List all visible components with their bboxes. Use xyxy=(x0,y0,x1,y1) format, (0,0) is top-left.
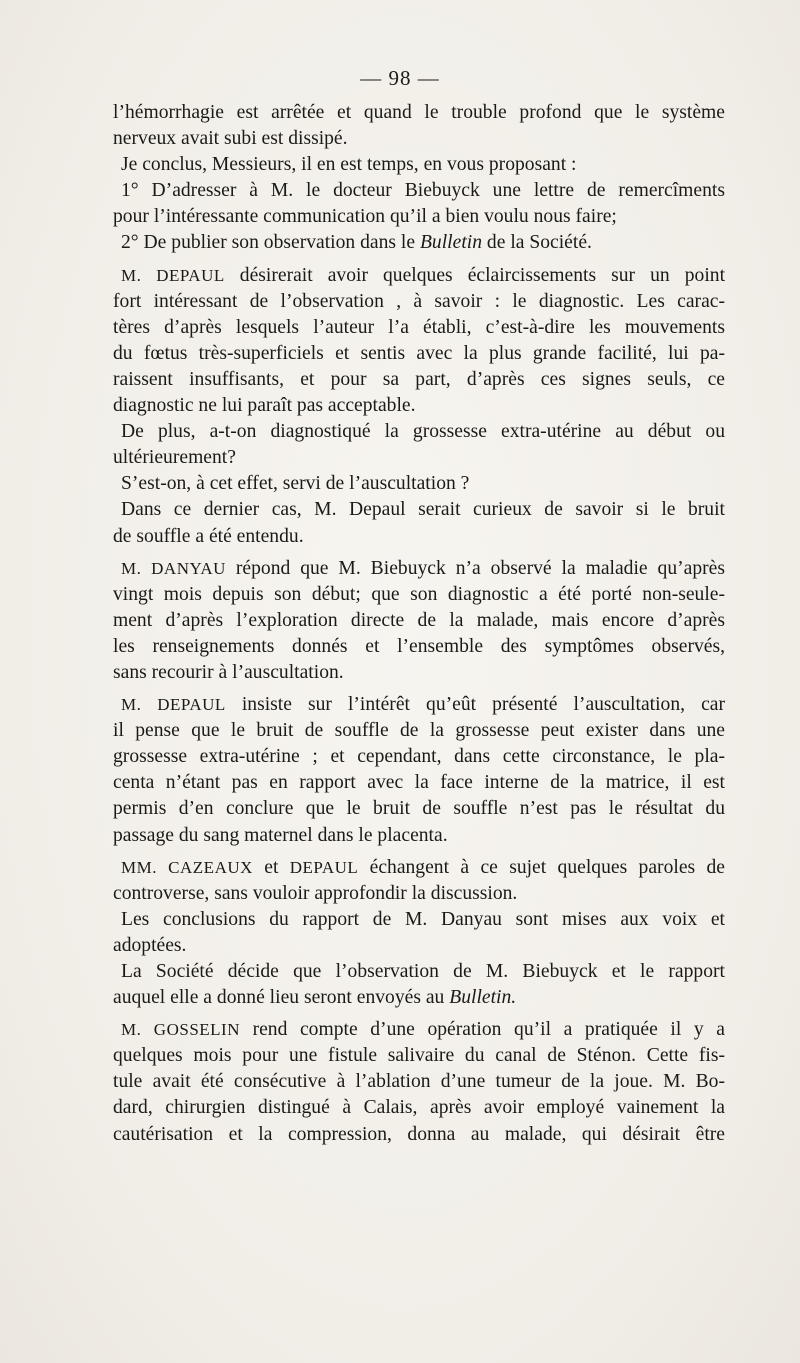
text-line: vingt mois depuis son début; que son diagnostic a été porté non-seule- xyxy=(113,583,725,605)
text-line: quelques mois pour une fistule salivaire du canal de Sténon. Cette fis- xyxy=(113,1045,725,1067)
text-line: raissent insuffisants, et pour sa part, d’après ces signes seuls, ce xyxy=(113,368,725,390)
text-line: dard, chirurgien distingué à Calais, après avoir employé vainement la xyxy=(113,1097,725,1119)
text-line: diagnostic ne lui paraît pas acceptable. xyxy=(113,395,416,417)
text-line: sans recourir à l’auscultation. xyxy=(113,661,344,683)
bulletin-title: Bulletin. xyxy=(449,987,517,1009)
text-line: nerveux avait subi est dissipé. xyxy=(113,128,348,150)
speaker-name: M. DANYAU xyxy=(121,558,226,578)
text-line: M. DEPAUL désirerait avoir quelques éclaircissements sur un point xyxy=(121,264,726,286)
speaker-name: M. DEPAUL xyxy=(121,265,225,285)
text-line: les renseignements donnés et l’ensemble des symptômes observés, xyxy=(113,635,725,657)
text-line: grossesse extra-utérine ; et cependant, dans cette circonstance, le pla- xyxy=(113,746,725,768)
speaker-name: DEPAUL xyxy=(289,857,359,877)
text-line: S’est-on, à cet effet, servi de l’auscultation ? xyxy=(121,473,470,495)
text-line: MM. CAZEAUX et DEPAUL échangent à ce sujet quelques paroles de xyxy=(121,856,725,878)
text-line: La Société décide que l’observation de M. Biebuyck et le rapport xyxy=(121,961,725,982)
bulletin-title: Bulletin xyxy=(419,232,483,254)
text-line: passage du sang maternel dans le placenta. xyxy=(113,824,448,846)
body-text xyxy=(113,100,725,1148)
text-line: de souffle a été entendu. xyxy=(113,525,304,547)
text-line: permis d’en conclure que le bruit de souffle n’est pas le résultat du xyxy=(113,798,725,820)
speaker-name: MM. CAZEAUX xyxy=(121,857,253,877)
text-line: fort intéressant de l’observation , à savoir : le diagnostic. Les carac- xyxy=(113,290,725,312)
text-line: ment d’après l’exploration directe de la malade, mais encore d’après xyxy=(113,609,725,631)
text-line: Dans ce dernier cas, M. Depaul serait curieux de savoir si le bruit xyxy=(121,499,725,521)
text-line: Je conclus, Messieurs, il en est temps, en vous proposant : xyxy=(121,154,577,176)
text-line: Les conclusions du rapport de M. Danyau sont mises aux voix et xyxy=(121,908,725,930)
text-line: De plus, a-t-on diagnostiqué la grossesse extra-utérine au début ou xyxy=(121,421,725,443)
text-line: du fœtus très-superficiels et sentis avec la plus grande facilité, lui pa- xyxy=(113,342,725,364)
text-line: controverse, sans vouloir approfondir la discussion. xyxy=(113,882,518,904)
text-line: M. DANYAU répond que M. Biebuyck n’a observé la maladie qu’après xyxy=(121,557,725,579)
text-line: M. GOSSELIN rend compte d’une opération qu’il a pratiquée il y a xyxy=(121,1019,725,1041)
text-line: centa n’étant pas en rapport avec la face interne de la matrice, il est xyxy=(113,772,725,794)
text-line: 2° De publier son observation dans le Bulletin de la Société. xyxy=(121,232,592,254)
text-line: M. DEPAUL insiste sur l’intérêt qu’eût présenté l’auscultation, car xyxy=(121,694,725,716)
text-line: il pense que le bruit de souffle de la grossesse peut exister dans une xyxy=(113,720,725,742)
speaker-name: M. DEPAUL xyxy=(121,695,226,715)
text-line: adoptées. xyxy=(113,934,187,956)
text-line: tule avait été consécutive à l’ablation d’une tumeur de la joue. M. Bo- xyxy=(113,1071,725,1093)
speaker-name: M. GOSSELIN xyxy=(121,1020,240,1040)
text-line: pour l’intéressante communication qu’il a bien voulu nous faire; xyxy=(113,206,617,228)
text-line: tères d’après lesquels l’auteur l’a établi, c’est-à-dire les mouvements xyxy=(113,316,725,338)
text-line: cautérisation et la compression, donna au malade, qui désirait être xyxy=(113,1123,725,1145)
text-line: auquel elle a donné lieu seront envoyés au Bulletin. xyxy=(113,987,517,1009)
page-number: — 98 — xyxy=(360,66,440,90)
text-line: 1° D’adresser à M. le docteur Biebuyck une lettre de remercîments xyxy=(121,180,725,202)
text-line: ultérieurement? xyxy=(113,447,236,469)
text-line: l’hémorrhagie est arrêtée et quand le trouble profond que le système xyxy=(113,102,725,123)
